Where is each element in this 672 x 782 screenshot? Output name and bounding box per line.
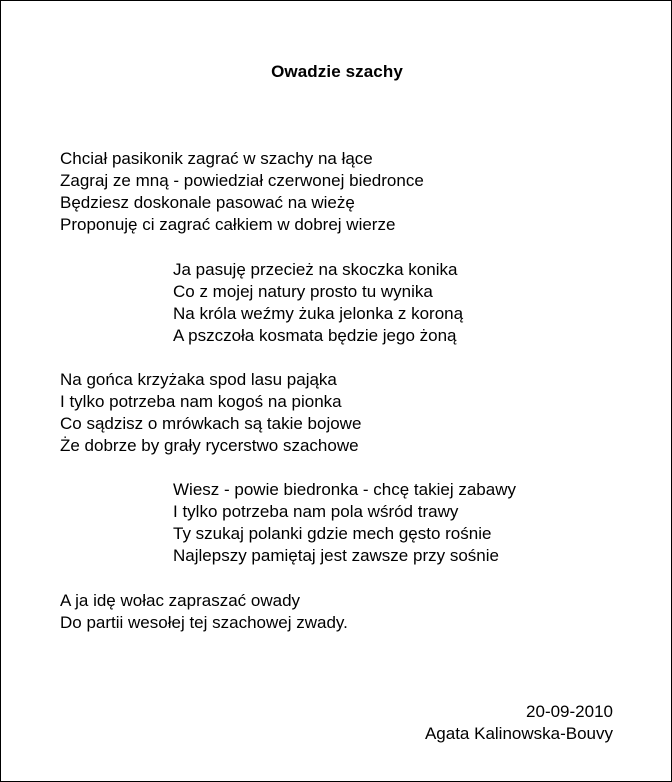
poem-line: A pszczoła kosmata będzie jego żoną [173, 326, 457, 345]
poem-line: Że dobrze by grały rycerstwo szachowe [60, 436, 359, 455]
poem-line: Najlepszy pamiętaj jest zawsze przy sośnie [173, 546, 499, 565]
poem-line: I tylko potrzeba nam pola wśród trawy [173, 502, 459, 521]
poem-line: Wiesz - powie biedronka - chcę takiej zabawy [173, 480, 516, 499]
stanza-1 [60, 148, 424, 236]
poem-line: A ja idę wołac zapraszać owady [60, 591, 301, 610]
poem-line: Co sądzisz o mrówkach są takie bojowe [60, 414, 362, 433]
poem-line: Na króla weźmy żuka jelonka z koroną [173, 304, 464, 323]
poem-title: Owadzie szachy [271, 62, 403, 81]
poem-line: Będziesz doskonale pasować na wieżę [60, 193, 355, 212]
poem-line: Proponuję ci zagrać całkiem w dobrej wierze [60, 215, 396, 234]
poem-line: Zagraj ze mną - powiedział czerwonej biedronce [60, 171, 424, 190]
poem-line: Ty szukaj polanki gdzie mech gęsto rośnie [173, 524, 492, 543]
poem-line: Do partii wesołej tej szachowej zwady. [60, 613, 348, 632]
poem-line: Chciał pasikonik zagrać w szachy na łące [60, 149, 373, 168]
poem-line: I tylko potrzeba nam kogoś na pionka [60, 392, 342, 411]
stanza-3 [60, 369, 361, 457]
signature-block [425, 701, 613, 745]
poem-line: Co z mojej natury prosto tu wynika [173, 282, 433, 301]
poem-line: Na gońca krzyżaka spod lasu pająka [60, 370, 337, 389]
poem-author: Agata Kalinowska-Bouvy [424, 724, 613, 743]
poem-date: 20-09-2010 [526, 702, 613, 721]
stanza-4 [173, 479, 516, 567]
poem-line: Ja pasuję przecież na skoczka konika [173, 260, 458, 279]
stanza-5 [60, 590, 348, 634]
stanza-2 [173, 259, 463, 347]
